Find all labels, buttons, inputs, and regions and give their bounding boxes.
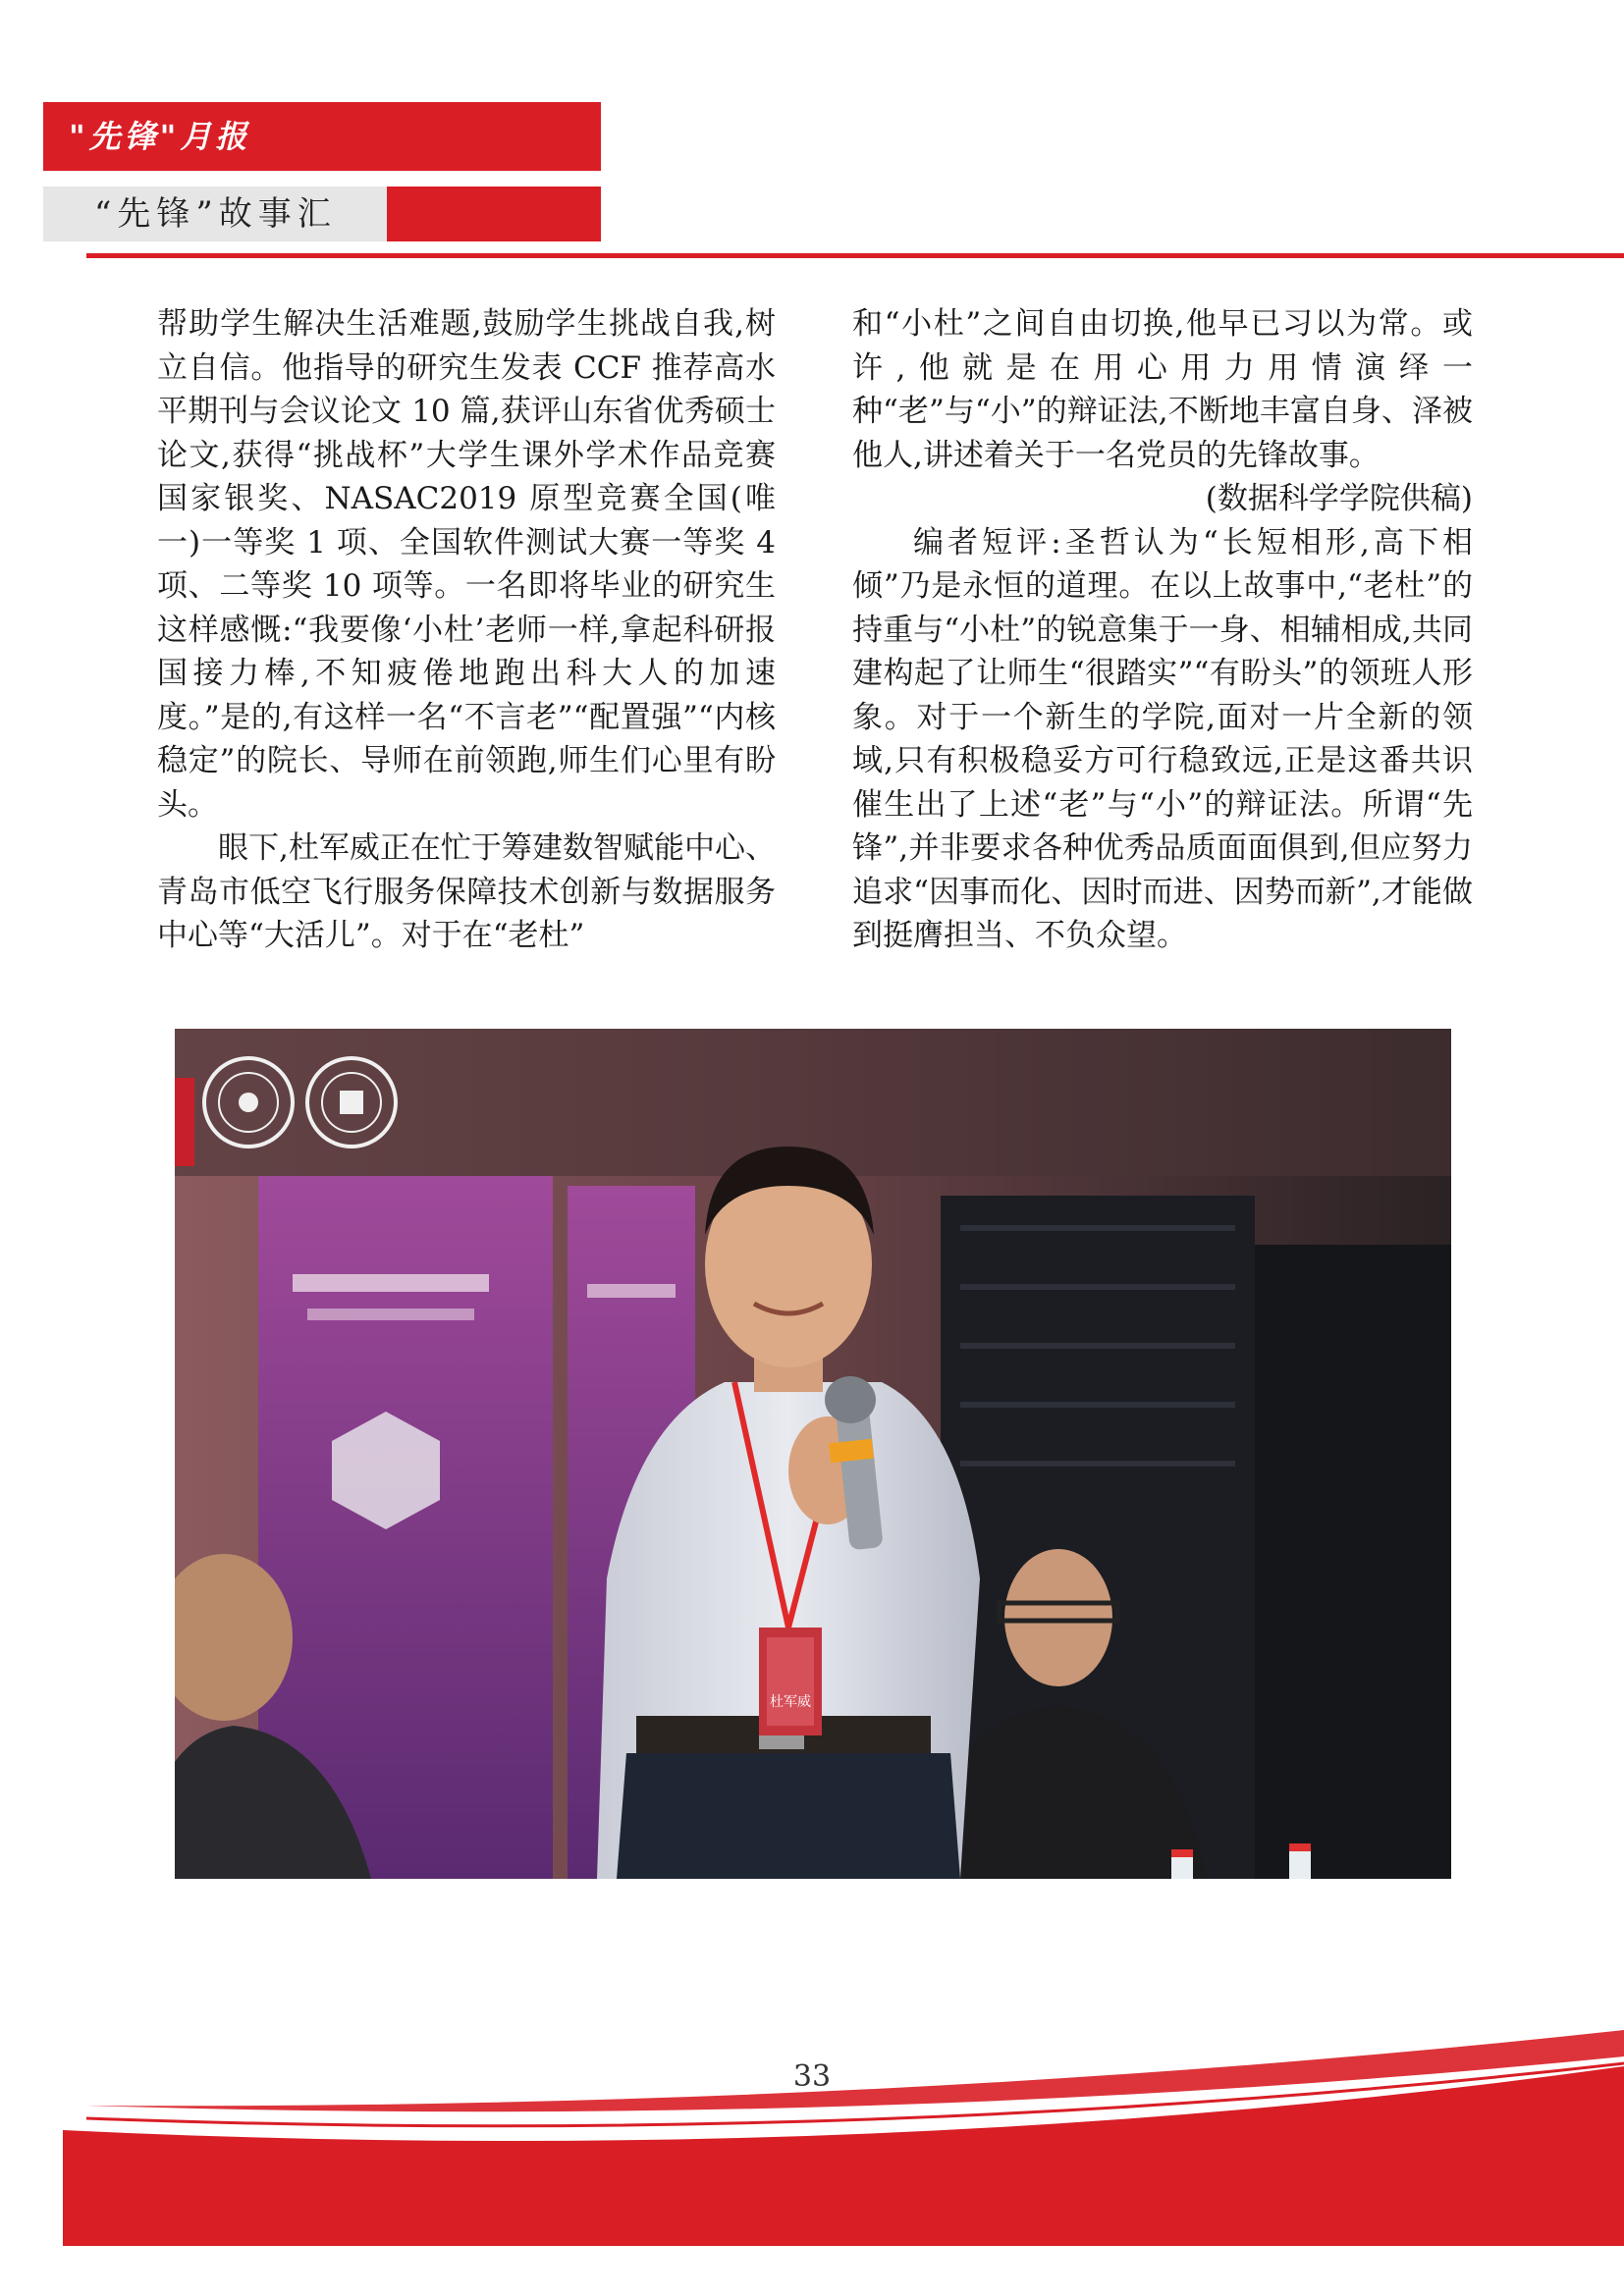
name-badge-text: 杜军威 <box>770 1694 811 1710</box>
page-number: 33 <box>792 2059 832 2094</box>
article-paragraph: 眼下,杜军威正在忙于筹建数智赋能中心、青岛市低空飞行服务保障技术创新与数据服务中心等“大活儿”。对于在“老杜” <box>157 830 776 953</box>
article-paragraph: 和“小杜”之间自由切换,他早已习以为常。或许,他就是在用心用力用情演绎一种“老”与“小”的辩证法,不断地丰富自身、泽被他人,讲述着关于一名党员的先锋故事。 <box>852 306 1473 473</box>
column-title: "先锋"月报 <box>69 118 251 155</box>
section-red-block <box>387 187 601 241</box>
article-source: (数据科学学院供稿) <box>1205 481 1473 516</box>
article-paragraph: 帮助学生解决生活难题,鼓励学生挑战自我,树立自信。他指导的研究生发表 CCF 推荐高水平期刊与会议论文 10 篇,获评山东省优秀硕士论文,获得“挑战杯”大学生课外学术作品竞赛国家银奖、NASAC2019 原型竞赛全国(唯一)一等奖 1 项、全国软件测试大赛一等奖 4 项、二等奖 10 项等。一名即将毕业的研究生这样感慨:“我要像‘小杜’老师一样,拿起科研报国接力棒,不知疲倦地跑出科大人的加速度。”是的,有这样一名“不言老”“配置强”“内核稳定”的院长、导师在前领跑,师生们心里有盼头。 <box>157 306 776 823</box>
event-photo <box>175 1029 1451 1879</box>
section-title: “先锋”故事汇 <box>94 194 337 234</box>
photo-illustration <box>175 1029 1451 1879</box>
article-left-column <box>157 302 776 958</box>
article-right-column <box>852 302 1473 958</box>
header-divider <box>86 253 1624 258</box>
editor-comment: 编者短评:圣哲认为“长短相形,高下相倾”乃是永恒的道理。在以上故事中,“老杜”的持重与“小杜”的锐意集于一身、相辅相成,共同建构起了让师生“很踏实”“有盼头”的领班人形象。对于一个新生的学院,面对一片全新的领域,只有积极稳妥方可行稳致远,正是这番共识催生出了上述“老”与“小”的辩证法。所谓“先锋”,并非要求各种优秀品质面面俱到,但应努力追求“因事而化、因时而进、因势而新”,才能做到挺膺担当、不负众望。 <box>852 524 1473 953</box>
